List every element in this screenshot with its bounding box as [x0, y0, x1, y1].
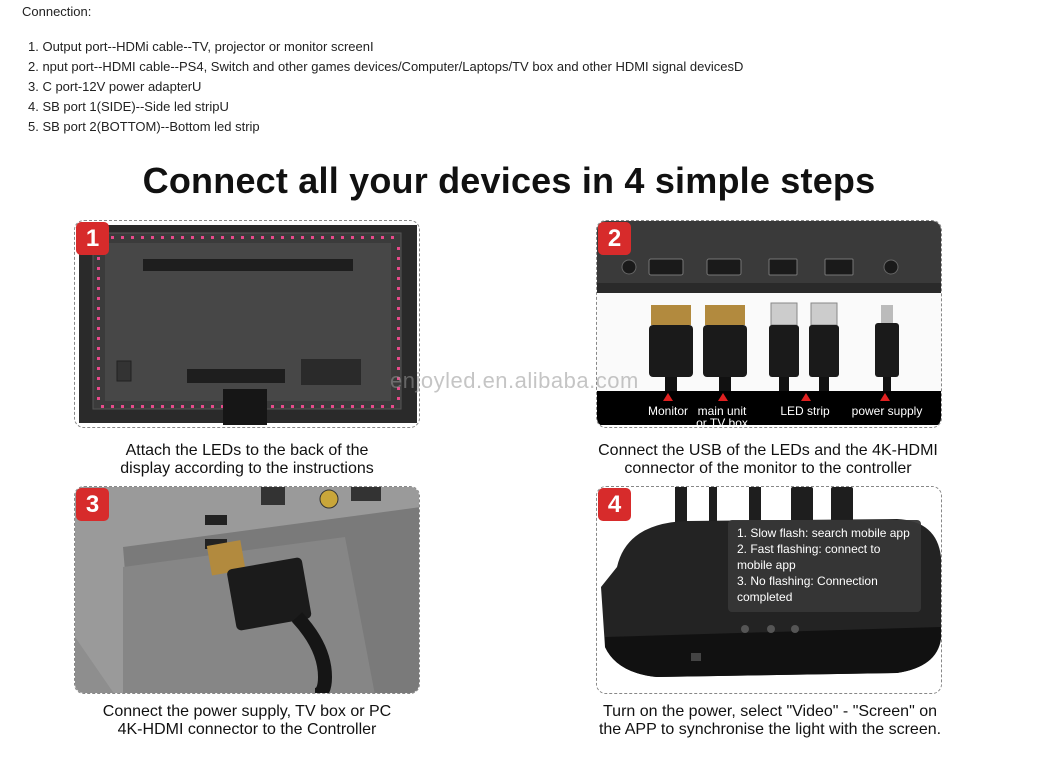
monitor-arrow-icon: [663, 393, 673, 401]
connection-item: 4. SB port 1(SIDE)--Side led stripU: [28, 99, 229, 114]
step-3-badge: 3: [76, 488, 109, 521]
step-1-caption-line2: display according to the instructions: [120, 460, 374, 477]
power-supply-arrow-icon: [880, 393, 890, 401]
step-3-panel: [74, 486, 420, 694]
label-main-unit: main unit: [697, 404, 747, 418]
status-info-line: 2. Fast flashing: connect to: [737, 542, 881, 556]
status-info-line: 3. No flashing: Connection: [737, 574, 878, 588]
step-3-caption: [52, 703, 442, 739]
connection-item: 1. Output port--HDMi cable--TV, projector or monitor screenI: [28, 39, 374, 54]
connection-item: 2. nput port--HDMI cable--PS4, Switch and other games devices/Computer/Laptops/TV box and other HDMI signal devicesD: [28, 59, 744, 74]
connection-title: Connection:: [22, 4, 92, 19]
step-4-caption-line2: the APP to synchronise the light with the screen.: [598, 721, 942, 738]
watermark: enjoyled.en.alibaba.com: [390, 368, 639, 393]
hdmi-plug-closeup-icon: [75, 487, 420, 694]
connection-item: 5. SB port 2(BOTTOM)--Bottom led strip: [28, 119, 260, 134]
step-1-panel: [74, 220, 420, 428]
step-4-panel: [596, 486, 942, 694]
step-3-caption-line1: Connect the power supply, TV box or PC: [102, 703, 392, 720]
label-tv-box: or TV box: [696, 416, 748, 428]
tv-back-led-strip-icon: [75, 221, 420, 428]
step-2-port-labels: [597, 391, 941, 428]
step-4-caption-line1: Turn on the power, select "Video" - "Screen" on: [602, 703, 937, 720]
steps-headline: Connect all your devices in 4 simple steps: [142, 160, 876, 201]
step-2-caption-line1: Connect the USB of the LEDs and the 4K-HDMI: [598, 442, 938, 459]
step-3-caption-line2: 4K-HDMI connector to the Controller: [117, 721, 377, 738]
step-2-panel: [596, 220, 942, 428]
label-power-supply: power supply: [851, 404, 923, 418]
step-4-badge: 4: [598, 488, 631, 521]
main-unit-arrow-icon: [718, 393, 728, 401]
status-info-line: mobile app: [737, 558, 796, 572]
status-info-line: completed: [737, 590, 793, 604]
step-1-caption: [74, 442, 420, 478]
step-1-badge: 1: [76, 222, 109, 255]
status-info-line: 1. Slow flash: search mobile app: [737, 526, 910, 540]
label-monitor: Monitor: [647, 404, 688, 418]
status-info-box: [728, 520, 921, 612]
step-4-caption: [560, 703, 980, 739]
step-2-caption-line2: connector of the monitor to the controller: [624, 460, 912, 477]
step-1-caption-line1: Attach the LEDs to the back of the: [125, 442, 369, 459]
led-strip-arrow-icon: [801, 393, 811, 401]
step-2-badge: 2: [598, 222, 631, 255]
step-2-caption: [568, 442, 968, 478]
label-led-strip: LED strip: [780, 404, 830, 418]
connection-list: [28, 37, 743, 137]
connection-item: 3. C port-12V power adapterU: [28, 79, 202, 94]
